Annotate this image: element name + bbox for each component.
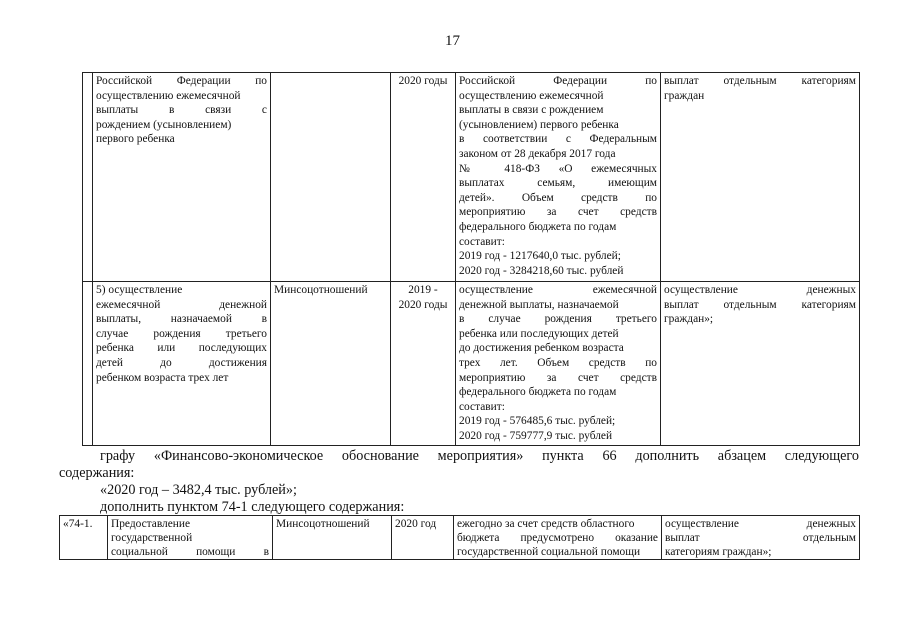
cell-line: законом от 28 декабря 2017 года xyxy=(459,147,616,160)
cell-line: 2019 год - 1217640,0 тыс. рублей; xyxy=(459,250,621,263)
cell-line: детей». Объем средств по xyxy=(459,191,657,204)
description-cell xyxy=(456,282,661,446)
cell-line: ребенка или последующих детей xyxy=(459,327,619,340)
description-cell xyxy=(454,516,662,560)
item-number-cell: «74-1. xyxy=(60,516,108,560)
cell-line: ребенка или последующих xyxy=(96,342,267,355)
cell-line: ежемесячной денежной xyxy=(96,298,267,311)
cell-line: до достижения ребенком возраста xyxy=(459,342,624,355)
row-number-cell xyxy=(83,73,93,282)
cell-line: выплаты, назначаемой в xyxy=(96,313,267,326)
cell-line: выплат отдельным категориям xyxy=(664,298,856,311)
executor-cell: Минсоцотношений xyxy=(271,282,391,446)
cell-line: 2020 годы xyxy=(398,298,448,311)
executor-cell xyxy=(271,73,391,282)
cell-line: выплат отдельным категориям xyxy=(664,75,856,87)
table-row xyxy=(83,73,860,282)
cell-line: составит: xyxy=(459,400,505,413)
amendment-paragraph-continuation: содержания: xyxy=(59,465,135,481)
cell-line: 2019 - xyxy=(408,284,438,296)
cell-line: 2019 год - 576485,6 тыс. рублей; xyxy=(459,415,616,428)
cell-line: Российской Федерации по xyxy=(459,75,657,87)
cell-line: граждан xyxy=(664,89,705,102)
cell-line: ежегодно за счет средств областного xyxy=(457,518,635,530)
cell-line: 2020 год - 3284218,60 тыс. рублей xyxy=(459,264,624,277)
new-item-table xyxy=(59,515,860,560)
cell-line: случае рождения третьего xyxy=(96,327,267,340)
cell-line: выплаты в связи с рождением xyxy=(459,104,604,117)
period-cell xyxy=(391,282,456,446)
amendment-paragraph: графу «Финансово-экономическое обоснование мероприятия» пункта 66 дополнить абзацем следующего xyxy=(100,448,859,464)
cell-line: рождением (усыновлением) xyxy=(96,118,232,131)
cell-line: первого ребенка xyxy=(96,133,175,146)
measure-cell xyxy=(93,73,271,282)
cell-line: выплаты в связи с xyxy=(96,104,267,117)
cell-line: мероприятию за счет средств xyxy=(459,371,657,384)
measures-table xyxy=(82,72,860,446)
cell-line: государственной социальной помощи xyxy=(457,546,641,558)
executor-cell: Минсоцотношений xyxy=(273,516,392,560)
cell-line: выплат отдельным xyxy=(665,532,856,544)
cell-line: ребенком возраста трех лет xyxy=(96,371,229,384)
cell-line: осуществление денежных xyxy=(665,518,856,530)
result-cell xyxy=(661,73,860,282)
cell-line: Предоставление xyxy=(111,518,191,530)
table-row xyxy=(83,282,860,446)
cell-line: категориям граждан»; xyxy=(665,546,772,558)
cell-line: выплатах семьям, имеющим xyxy=(459,177,657,190)
cell-line: 5) осуществление xyxy=(96,284,183,296)
period-cell: 2020 год xyxy=(392,516,454,560)
cell-line: граждан»; xyxy=(664,313,714,326)
cell-line: № 418-ФЗ «О ежемесячных xyxy=(459,162,657,175)
period-cell xyxy=(391,73,456,282)
cell-line: составит: xyxy=(459,235,505,248)
cell-line: осуществление ежемесячной xyxy=(459,284,657,296)
cell-line: 2020 годы xyxy=(398,75,448,87)
cell-line: в соответствии с Федеральным xyxy=(459,133,657,146)
cell-line: 2020 год - 759777,9 тыс. рублей xyxy=(459,429,613,442)
cell-line: федерального бюджета по годам xyxy=(459,220,617,233)
cell-line: осуществлению ежемесячной xyxy=(459,89,604,102)
result-cell xyxy=(662,516,860,560)
cell-line: Российской Федерации по xyxy=(96,75,267,87)
cell-line: осуществление денежных xyxy=(664,284,856,296)
cell-line: в случае рождения третьего xyxy=(459,313,657,326)
page-number: 17 xyxy=(445,33,460,49)
description-cell xyxy=(456,73,661,282)
cell-line: социальной помощи в xyxy=(111,546,269,558)
amendment-value: «2020 год – 3482,4 тыс. рублей»; xyxy=(100,482,297,498)
measure-cell xyxy=(93,282,271,446)
row-number-cell xyxy=(83,282,93,446)
cell-line: детей до достижения xyxy=(96,356,267,369)
cell-line: трех лет. Объем средств по xyxy=(459,356,657,369)
cell-line: мероприятию за счет средств xyxy=(459,206,657,219)
cell-line: федерального бюджета по годам xyxy=(459,386,617,399)
measure-cell xyxy=(108,516,273,560)
cell-line: денежной выплаты, назначаемой xyxy=(459,298,619,311)
result-cell xyxy=(661,282,860,446)
cell-line: осуществлению ежемесячной xyxy=(96,89,241,102)
amendment-instruction: дополнить пунктом 74-1 следующего содержания: xyxy=(100,499,405,515)
cell-line: бюджета предусмотрено оказание xyxy=(457,532,658,544)
cell-line: (усыновлением) первого ребенка xyxy=(459,118,619,131)
cell-line: государственной xyxy=(111,532,193,544)
table-row xyxy=(60,516,860,560)
